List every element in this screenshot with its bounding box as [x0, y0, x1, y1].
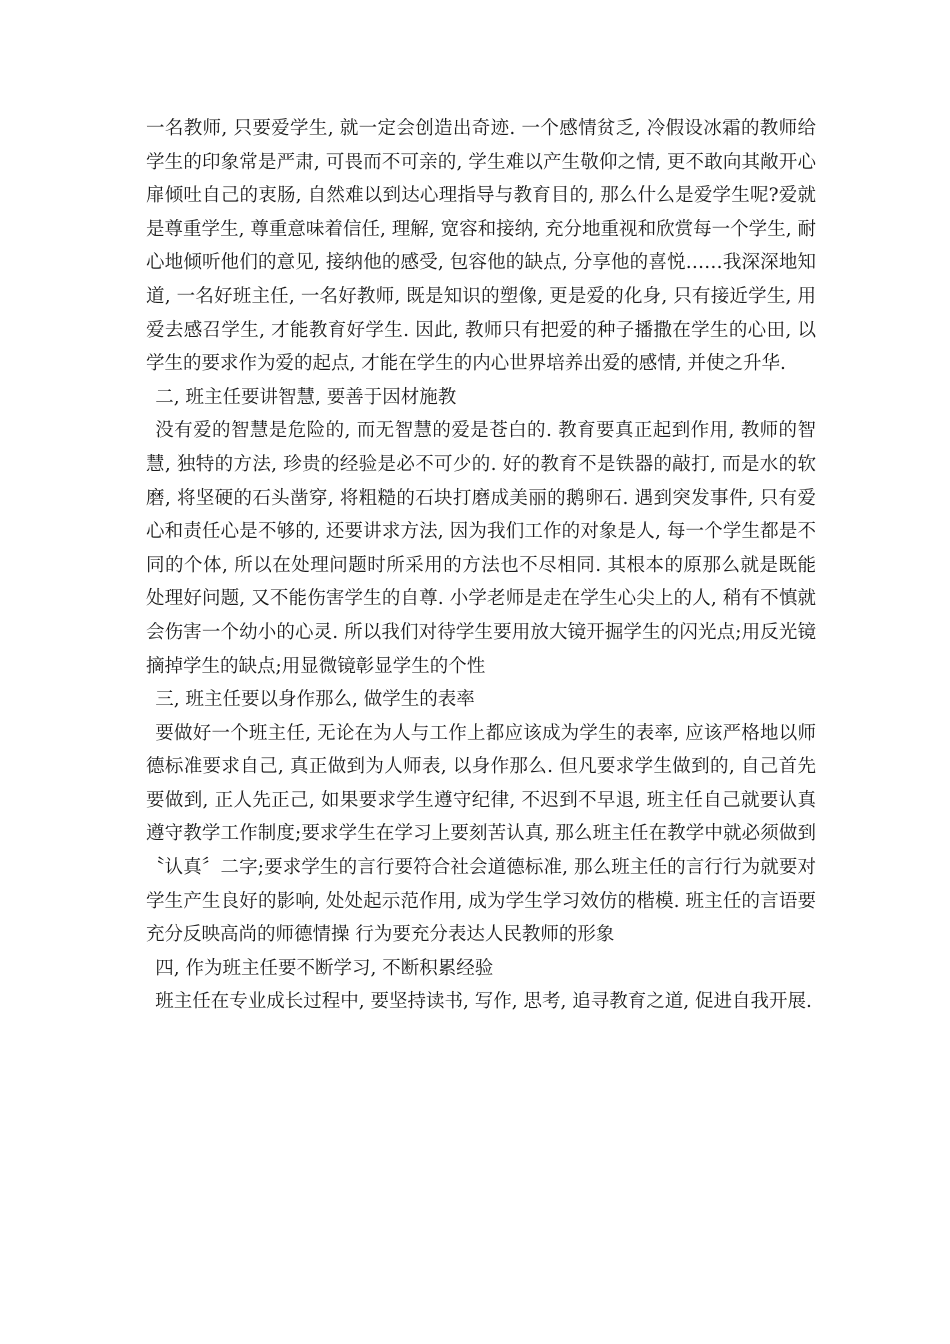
section-heading-4: 四, 作为班主任要不断学习, 不断积累经验	[155, 957, 494, 979]
section-heading-3: 三, 班主任要以身作那么, 做学生的表率	[155, 689, 475, 711]
paragraph-keep-learning: 班主任在专业成长过程中, 要坚持读书, 写作, 思考, 追寻教育之道, 促进自我开展.	[155, 991, 812, 1013]
section-heading-2: 二, 班主任要讲智慧, 要善于因材施教	[155, 386, 457, 408]
paragraph-love-students: 一名教师, 只要爱学生, 就一定会创造出奇迹. 一个感情贫乏, 冷假设冰霜的教师给学生的印象常是严肃, 可畏而不可亲的, 学生难以产生敬仰之情, 更不敢向其敞开心扉倾吐自己的衷肠, 自然难以到达心理指导与教育目的, 那么什么是爱学生呢?爱就是尊重学生, 尊重意味着信任, 理解, 宽容和接纳, 充分地重视和欣赏每一个学生, 耐心地倾听他们的意见, 接纳他的感受, 包容他的缺点, 分享他的喜悦……我深深地知道, 一名好班主任, 一名好教师, 既是知识的塑像, 更是爱的化身, 只有接近学生, 用爱去感召学生, 才能教育好学生. 因此, 教师只有把爱的种子播撒在学生的心田, 以学生的要求作为爱的起点, 才能在学生的内心世界培养出爱的感情, 并使之升华.	[146, 118, 816, 375]
document-body	[146, 112, 816, 1019]
paragraph-role-model: 要做好一个班主任, 无论在为人与工作上都应该成为学生的表率, 应该严格地以师德标准要求自己, 真正做到为人师表, 以身作那么. 但凡要求学生做到的, 自己首先要做到, 正人先正己, 如果要求学生遵守纪律, 不迟到不早退, 班主任自己就要认真遵守教学工作制度;要求学生在学习上要刻苦认真, 那么班主任在教学中就必须做到〝认真〞二字;要求学生的言行要符合社会道德标准, 那么班主任的言行行为就要对学生产生良好的影响, 处处起示范作用, 成为学生学习效仿的楷模. 班主任的言语要充分反映高尚的师德情操 行为要充分表达人民教师的形象	[146, 722, 816, 946]
paragraph-wisdom: 没有爱的智慧是危险的, 而无智慧的爱是苍白的. 教育要真正起到作用, 教师的智慧, 独特的方法, 珍贵的经验是必不可少的. 好的教育不是铁器的敲打, 而是水的软磨, 将坚硬的石头凿穿, 将粗糙的石块打磨成美丽的鹅卵石. 遇到突发事件, 只有爱心和责任心是不够的, 还要讲求方法, 因为我们工作的对象是人, 每一个学生都是不同的个体, 所以在处理问题时所采用的方法也不尽相同. 其根本的原那么就是既能处理好问题, 又不能伤害学生的自尊. 小学老师是走在学生心尖上的人, 稍有不慎就会伤害一个幼小的心灵. 所以我们对待学生要用放大镜开掘学生的闪光点;用反光镜摘掉学生的缺点;用显微镜彰显学生的个性	[146, 420, 816, 677]
